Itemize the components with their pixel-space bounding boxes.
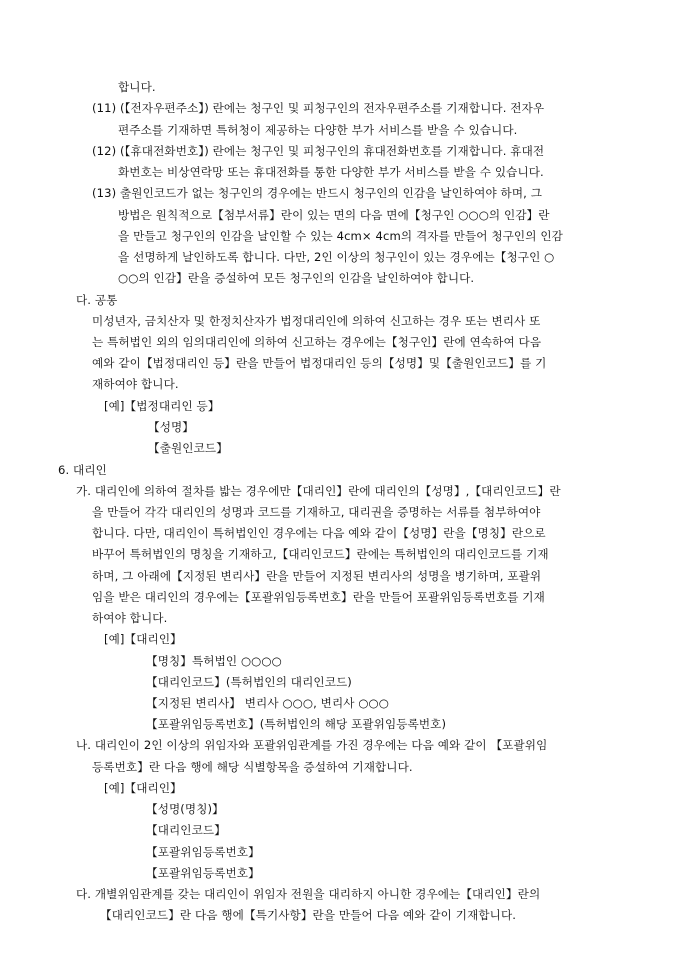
text-line: 가. 대리인에 의하여 절차를 밟는 경우에만【대리인】란에 대리인의【성명】,【대리인코드】란: [76, 484, 561, 498]
example-line: 【지정된 변리사】 변리사 ○○○, 변리사 ○○○: [146, 696, 389, 710]
example-line: 【대리인코드】(특허법인의 대리인코드): [146, 675, 352, 689]
example-line: 【출원인코드】: [148, 441, 228, 455]
text-line: 임을 받은 대리인의 경우에는【포괄위임등록번호】란을 만들어 포괄위임등록번호를 기재: [92, 590, 545, 604]
text-line: 을 만들고 청구인의 인감을 날인할 수 있는 4cm× 4cm의 격자를 만들어 청구인의 인감: [118, 229, 563, 243]
text-line: 나. 대리인이 2인 이상의 위임자와 포괄위임관계를 가진 경우에는 다음 예와 같이 【포괄위임: [76, 738, 548, 752]
text-line: (11) (【전자우편주소】) 란에는 청구인 및 피청구인의 전자우편주소를 기재합니다. 전자우: [92, 101, 545, 115]
text-line: 다. 개별위임관계를 갖는 대리인이 위임자 전원을 대리하지 아니한 경우에는【대리인】란의: [76, 887, 541, 901]
text-line: (13) 출원인코드가 없는 청구인의 경우에는 반드시 청구인의 인감을 날인하여야 하며, 그: [92, 186, 543, 200]
section-heading: 다. 공통: [76, 293, 118, 307]
text-line: 【대리인코드】란 다음 행에【특기사항】란을 만들어 다음 예와 같이 기재합니다.: [100, 908, 517, 922]
example-line: [예]【법정대리인 등】: [104, 399, 220, 413]
text-line: 재하여야 합니다.: [92, 377, 179, 391]
text-line: 하여야 합니다.: [92, 611, 168, 625]
text-line: 을 선명하게 날인하도록 합니다. 다만, 2인 이상의 청구인이 있는 경우에는【청구인 ○: [118, 250, 555, 264]
text-line: 방법은 원칙적으로【첨부서류】란이 있는 면의 다음 면에【청구인 ○○○의 인감】란: [118, 208, 550, 222]
example-line: [예]【대리인】: [104, 632, 182, 646]
example-line: 【포괄위임등록번호】(특허법인의 해당 포괄위임등록번호): [146, 717, 447, 731]
text-line: 하며, 그 아래에【지정된 변리사】란을 만들어 지정된 변리사의 성명을 병기하며, 포괄위: [92, 569, 542, 583]
text-line: 예와 같이【법정대리인 등】란을 만들어 법정대리인 등의【성명】및【출원인코드】를 기: [92, 356, 547, 370]
example-line: 【성명】: [148, 420, 194, 434]
text-line: 는 특허법인 외의 임의대리인에 의하여 신고하는 경우에는【청구인】란에 연속하여 다음: [92, 335, 542, 349]
example-line: 【포괄위임등록번호】: [146, 866, 260, 880]
text-line: 화번호는 비상연락망 또는 휴대전화를 통한 다양한 부가 서비스를 받을 수 있습니다.: [118, 165, 544, 179]
example-line: 【성명(명칭)】: [146, 802, 224, 816]
text-line: 합니다. 다만, 대리인이 특허법인인 경우에는 다음 예와 같이【성명】란을【명칭】란으로: [92, 526, 546, 540]
text-line: 합니다.: [118, 80, 156, 94]
example-line: 【포괄위임등록번호】: [146, 845, 260, 859]
example-line: 【대리인코드】: [146, 823, 226, 837]
text-line: 미성년자, 금치산자 및 한정치산자가 법정대리인에 의하여 신고하는 경우 또는 변리사 또: [92, 314, 541, 328]
text-line: 바꾸어 특허법인의 명칭을 기재하고,【대리인코드】란에는 특허법인의 대리인코드를 기재: [92, 547, 549, 561]
text-line: ○○의 인감】란을 증설하여 모든 청구인의 인감을 날인하여야 합니다.: [118, 271, 475, 285]
text-line: 을 만들어 각각 대리인의 성명과 코드를 기재하고, 대리권을 증명하는 서류를 첨부하여야: [92, 505, 541, 519]
example-line: 【명칭】특허법인 ○○○○: [146, 654, 282, 668]
section-heading: 6. 대리인: [58, 463, 107, 477]
text-line: (12) (【휴대전화번호】) 란에는 청구인 및 피청구인의 휴대전화번호를 기재합니다. 휴대전: [92, 144, 545, 158]
text-line: 편주소를 기재하면 특허청이 제공하는 다양한 부가 서비스를 받을 수 있습니다.: [118, 123, 518, 137]
example-line: [예]【대리인】: [104, 781, 182, 795]
text-line: 등록번호】란 다음 행에 해당 식별항목을 증설하여 기재합니다.: [92, 760, 413, 774]
